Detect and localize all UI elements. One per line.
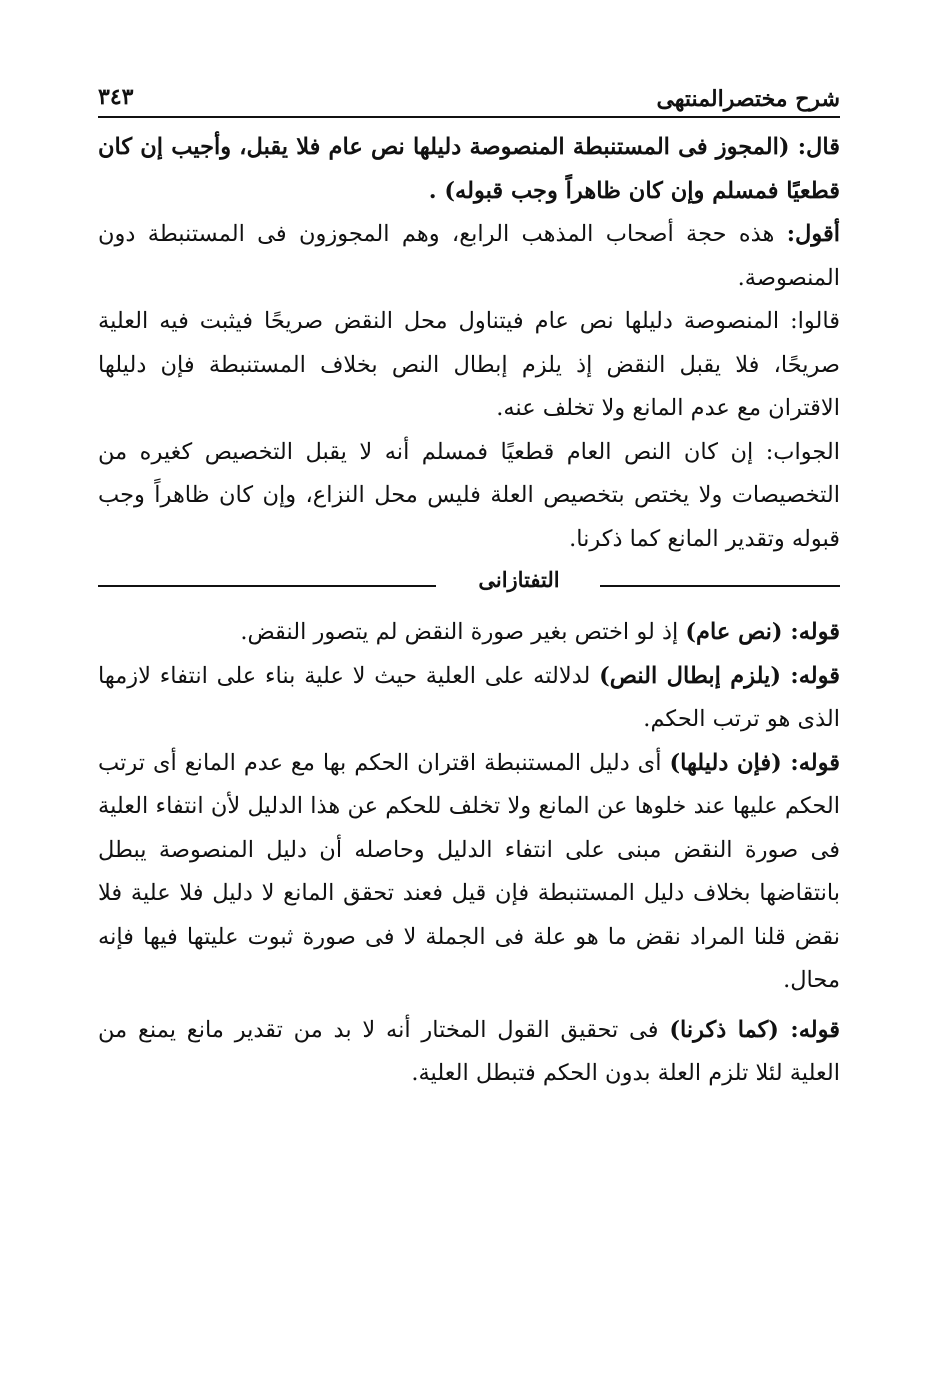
- gloss-paragraph-3: [98, 742, 840, 1003]
- page-number: ٣٤٣: [98, 84, 134, 110]
- running-title: شرح مختصرالمنتهى: [656, 86, 840, 112]
- commentary-paragraph-2: [98, 300, 840, 431]
- commentary-paragraph-3: [98, 431, 840, 562]
- gloss-text: إذ لو اختص بغير صورة النقض لم يتصور النقض.: [240, 619, 686, 645]
- gloss-text: فى تحقيق القول المختار أنه لا بد من تقدير مانع يمنع من العلية لئلا تلزم العلة بدون الحكم فتبطل العلية.: [98, 1016, 840, 1086]
- gloss-text: أى دليل المستنبطة اقتران الحكم بها مع عدم المانع أى ترتب الحكم عليها عند خلوها عن المانع ولا تخلف للحكم عن هذا الدليل لأن انتفاء العلية فى صورة النقض مبنى على انتفاء الدليل وحاصله أن دليل المنصوصة يبطل بانتقاضها بخلاف دليل المستنبطة فإن قيل فعند تحقق المانع لا دليل فلا علية فلا نقض قلنا المراد نقض ما هو علة فى الجملة لا فى صورة ثبوت عليتها فيها فإنه محال.: [98, 749, 840, 993]
- matn-lead: قال:: [797, 134, 840, 160]
- matn-paragraph: [98, 126, 840, 213]
- divider-line-left: [98, 585, 436, 587]
- commentary-lead: أقول:: [786, 221, 840, 247]
- gloss-lead: قوله: (كما ذكرنا): [669, 1016, 840, 1043]
- commentary-text: قالوا: المنصوصة دليلها نص عام فيتناول محل النقض صريحًا فيثبت فيه العلية صريحًا، فلا يقبل النقض إذ يلزم إبطال النص بخلاف المستنبطة فإن دليلها الاقتران مع عدم المانع ولا تخلف عنه.: [98, 308, 840, 421]
- commentary-paragraph-1: [98, 213, 840, 300]
- gloss-lead: قوله: (فإن دليلها): [669, 749, 840, 776]
- divider-line-right: [600, 585, 840, 587]
- gloss-paragraph-1: [98, 611, 840, 655]
- gloss-lead: قوله: (يلزم إبطال النص): [599, 662, 840, 689]
- commentary-text: هذه حجة أصحاب المذهب الرابع، وهم المجوزون فى المستنبطة دون المنصوصة.: [98, 221, 840, 291]
- gloss-paragraph-2: [98, 655, 840, 742]
- gloss-text: لدلالته على العلية حيث لا علية بناء على انتفاء لازمها الذى هو ترتب الحكم.: [98, 662, 840, 732]
- gloss-paragraph-4: [98, 1009, 840, 1096]
- gloss-lead: قوله: (نص عام): [685, 619, 840, 645]
- section-divider: [98, 563, 840, 607]
- book-page: [98, 80, 840, 1096]
- page-header: [98, 80, 840, 118]
- matn-text: (المجوز فى المستنبطة المنصوصة دليلها نص عام فلا يقبل، وأجيب إن كان قطعيًا فمسلم وإن كان ظاهراً وجب قبوله) .: [98, 134, 840, 204]
- divider-label: التفتازانى: [478, 567, 560, 592]
- commentary-text: الجواب: إن كان النص العام قطعيًا فمسلم أنه لا يقبل التخصيص كغيره من التخصيصات ولا يختص بتخصيص العلة فليس محل النزاع، وإن كان ظاهراً وجب قبوله وتقدير المانع كما ذكرنا.: [98, 438, 840, 552]
